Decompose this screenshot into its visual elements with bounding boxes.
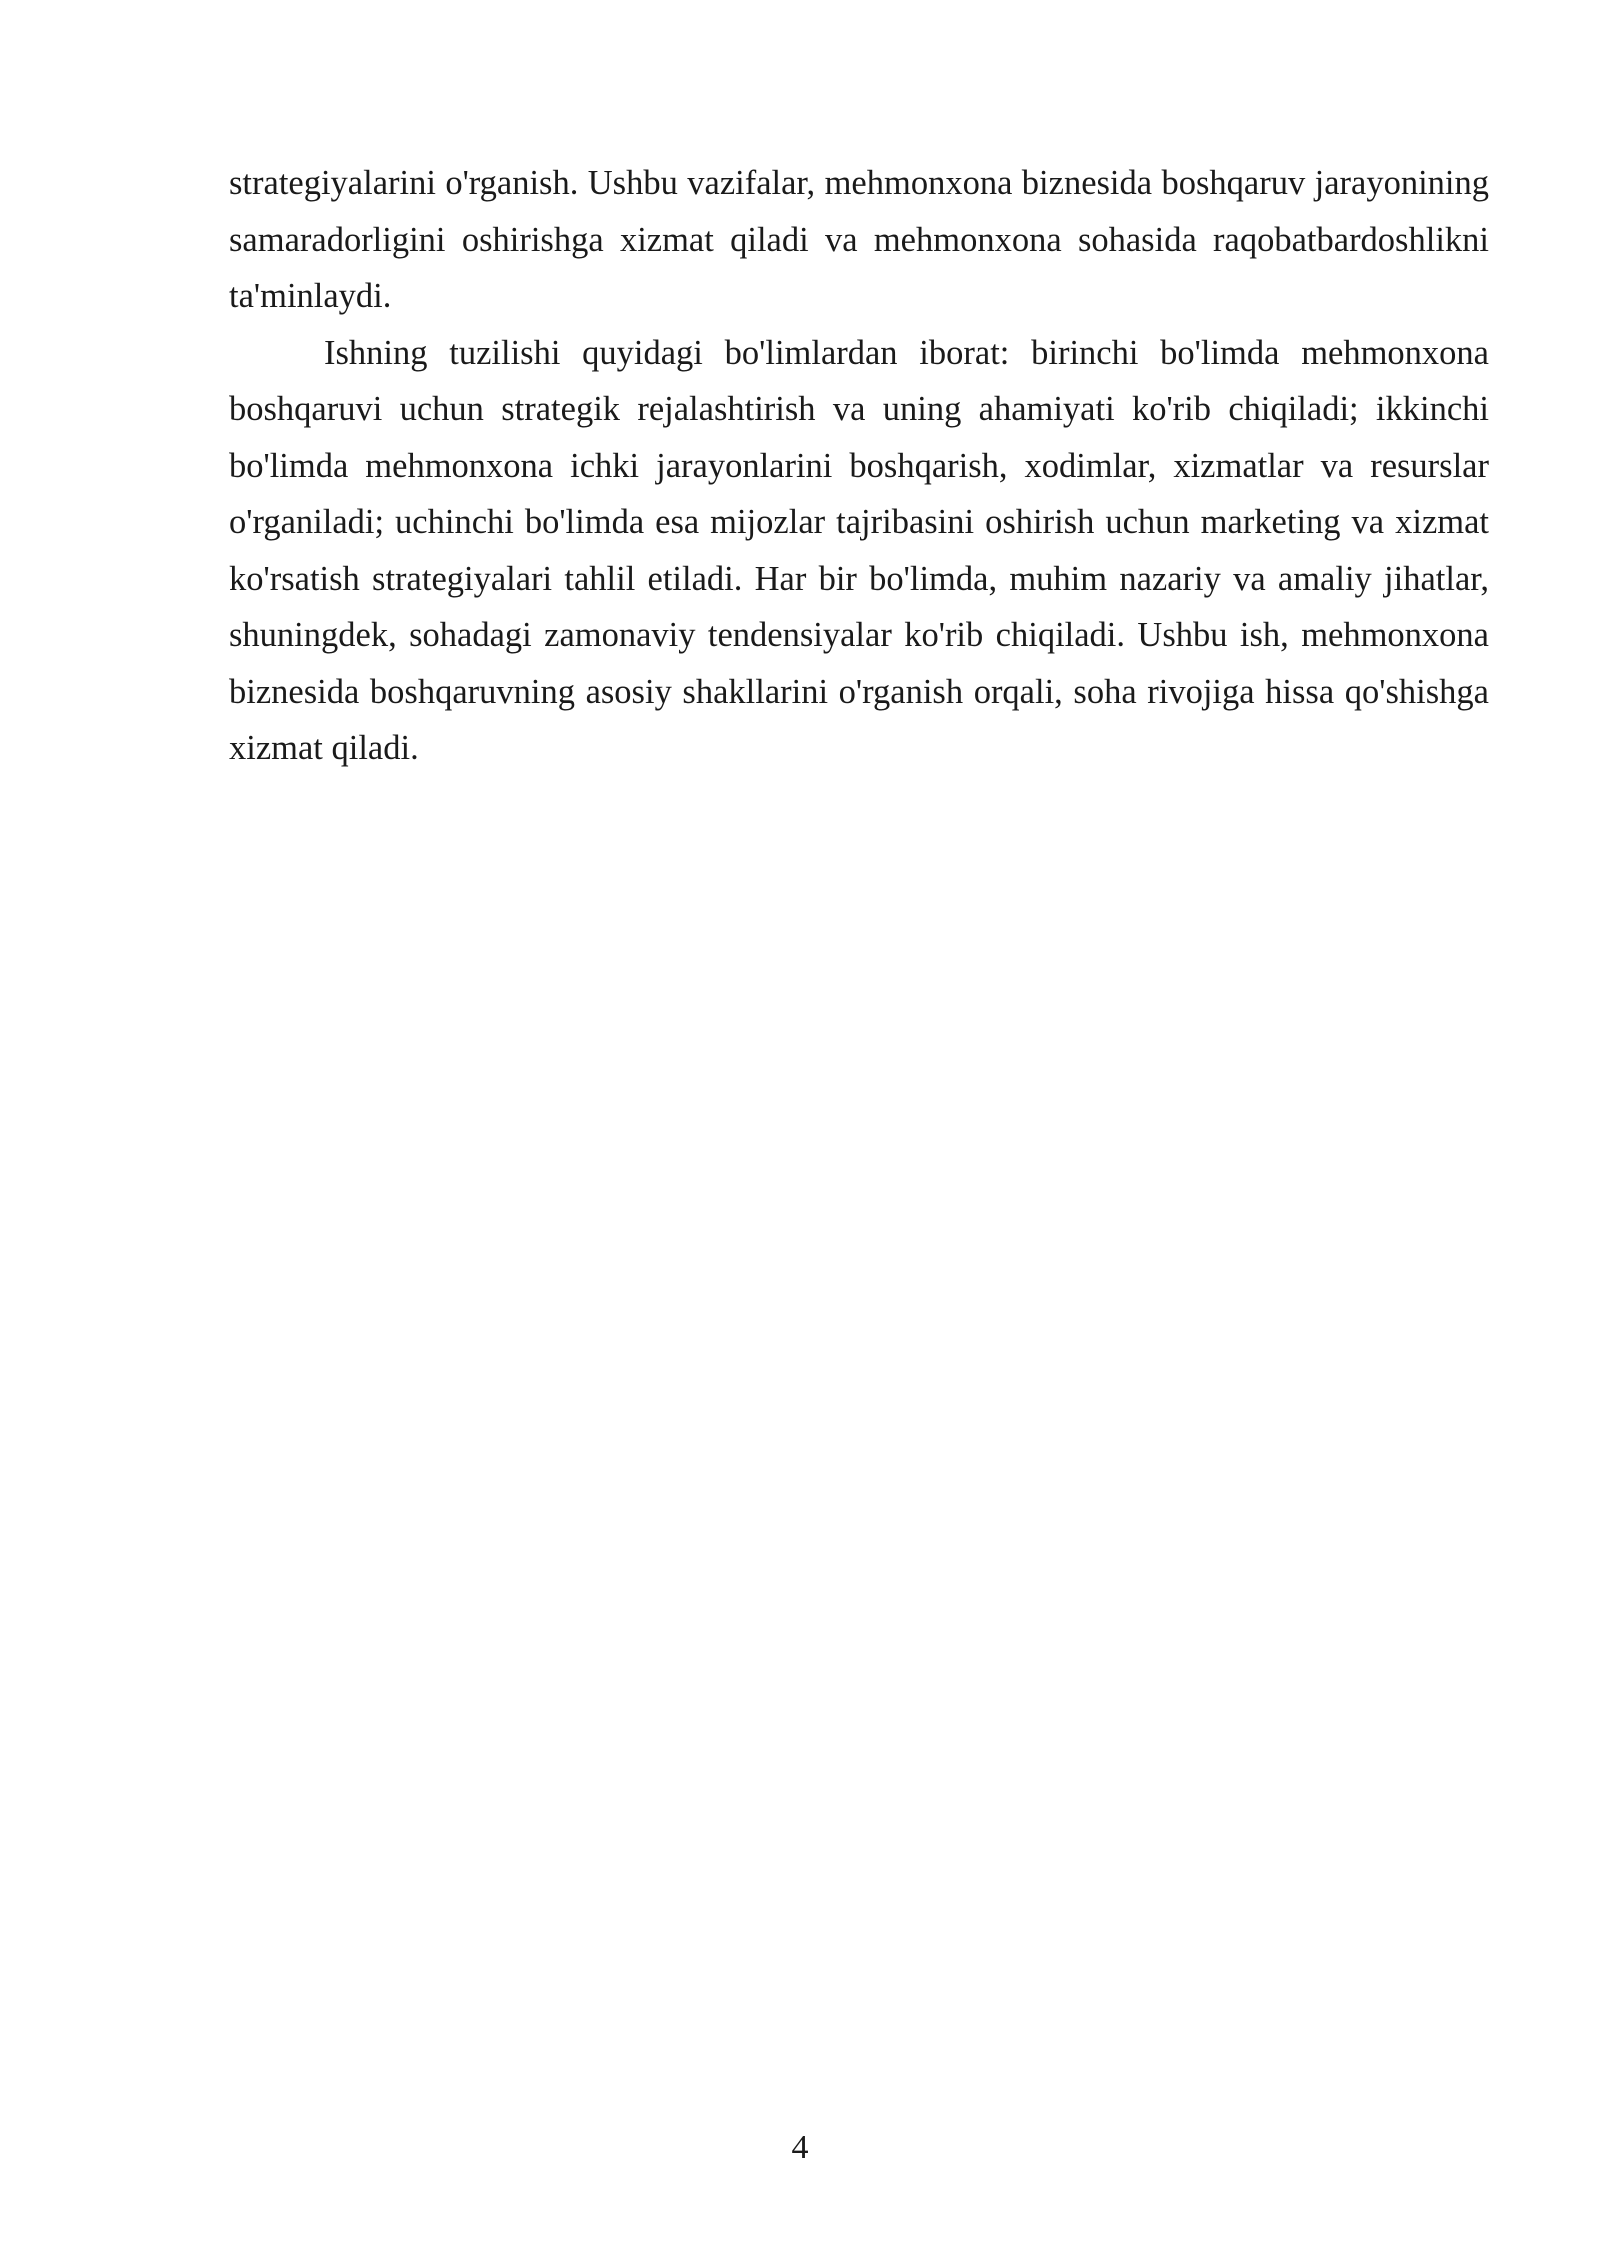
paragraph-work-structure: Ishning tuzilishi quyidagi bo'limlardan iborat: birinchi bo'limda mehmonxona boshqaruvi uchun strategik rejalashtirish va uning ahamiyati ko'rib chiqiladi; ikkinchi bo'limda mehmonxona ichki jarayonlarini boshqarish, xodimlar, xizmatlar va resurslar o'rganiladi; uchinchi bo'limda esa mijozlar tajribasini oshirish uchun marketing va xizmat ko'rsatish strategiyalari tahlil etiladi. Har bir bo'limda, muhim nazariy va amaliy jihatlar, shuningdek, sohadagi zamonaviy tendensiyalar ko'rib chiqiladi. Ushbu ish, mehmonxona biznesida boshqaruvning asosiy shakllarini o'rganish orqali, soha rivojiga hissa qo'shishga xizmat qiladi. [229, 333, 1489, 767]
page-number: 4 [791, 2129, 809, 2166]
body-text [229, 155, 1489, 777]
paragraph-continuation: strategiyalarini o'rganish. Ushbu vazifalar, mehmonxona biznesida boshqaruv jarayonining samaradorligini oshirishga xizmat qiladi va mehmonxona sohasida raqobatbardoshlikni ta'minlaydi. [229, 164, 1489, 315]
